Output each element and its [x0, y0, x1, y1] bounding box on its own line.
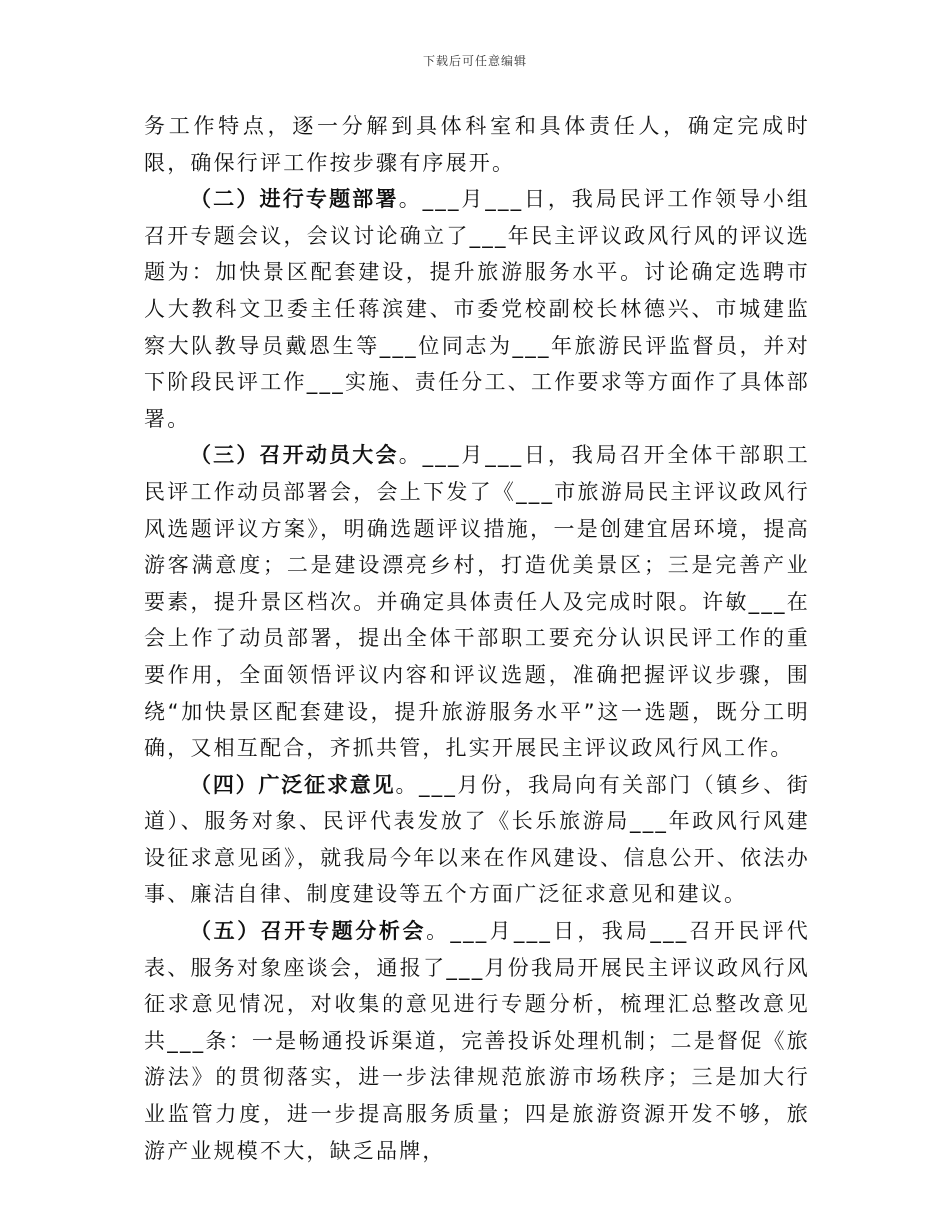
paragraph-section-5 [144, 913, 810, 1169]
document-body [144, 108, 810, 1169]
paragraph-text: 务工作特点，逐一分解到具体科室和具体责任人，确定完成时限，确保行评工作按步骤有序展开。 [144, 114, 810, 175]
paragraph-continuation [144, 108, 810, 181]
paragraph-section-3 [144, 437, 810, 766]
paragraph-text: 。___月___日，我局___召开民评代表、服务对象座谈会，通报了___月份我局开展民主评议政风行风征求意见情况，对收集的意见进行专题分析，梳理汇总整改意见共___条：一是畅通投诉渠道，完善投诉处理机制；二是督促《旅游法》的贯彻落实，进一步法律规范旅游市场秩序；三是加大行业监管力度，进一步提高服务质量；四是旅游资源开发不够，旅游产业规模不大，缺乏品牌， [144, 919, 811, 1163]
section-heading: （二）进行专题部署 [190, 187, 399, 212]
paragraph-section-4 [144, 767, 810, 913]
paragraph-text: 。___月份，我局向有关部门（镇乡、街道）、服务对象、民评代表发放了《长乐旅游局___年政风行风建设征求意见函》，就我局今年以来在作风建设、信息公开、依法办事、廉洁自律、制度建设等五个方面广泛征求意见和建议。 [144, 772, 810, 907]
paragraph-section-2 [144, 181, 810, 437]
section-heading: （三）召开动员大会 [190, 443, 399, 468]
paragraph-text: 。___月___日，我局民评工作领导小组召开专题会议，会议讨论确立了___年民主评议政风行风的评议选题为：加快景区配套建设，提升旅游服务水平。讨论确定选聘市人大教科文卫委主任蒋滨建、市委党校副校长林德兴、市城建监察大队教导员戴恩生等___位同志为___年旅游民评监督员，并对下阶段民评工作___实施、责任分工、工作要求等方面作了具体部署。 [144, 187, 810, 431]
section-heading: （五）召开专题分析会 [190, 919, 427, 944]
page-header: 下载后可任意编辑 [422, 54, 527, 68]
section-heading: （四）广泛征求意见 [190, 772, 396, 797]
paragraph-text: 。___月___日，我局召开全体干部职工民评工作动员部署会，会上下发了《___市旅游局民主评议政风行风选题评议方案》，明确选题评议措施，一是创建宜居环境，提高游客满意度；二是建设漂亮乡村，打造优美景区；三是完善产业要素，提升景区档次。并确定具体责任人及完成时限。许敏___在会上作了动员部署，提出全体干部职工要充分认识民评工作的重要作用，全面领悟评议内容和评议选题，准确把握评议步骤，围绕“加快景区配套建设，提升旅游服务水平”这一选题，既分工明确，又相互配合，齐抓共管，扎实开展民主评议政风行风工作。 [144, 443, 810, 761]
